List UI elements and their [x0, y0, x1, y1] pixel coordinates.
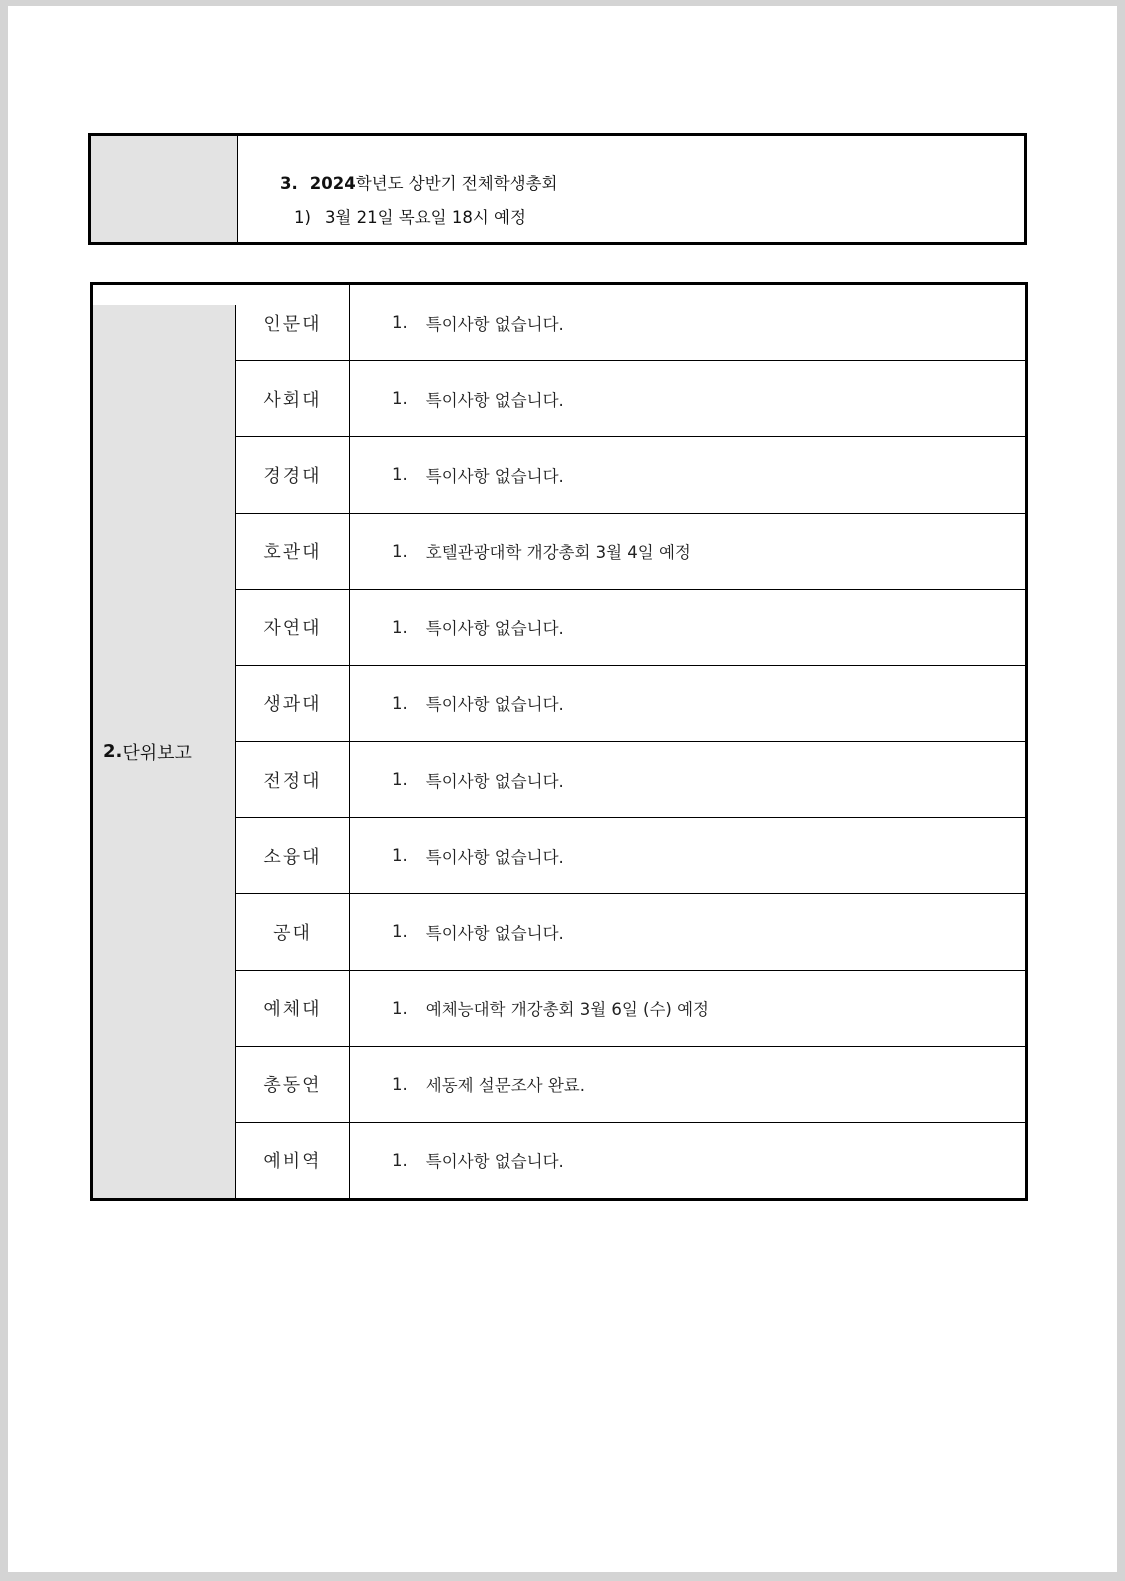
unit-name-cell: 사회대: [236, 361, 350, 436]
table-row: [236, 1047, 1025, 1123]
unit-name-cell: 예체대: [236, 971, 350, 1046]
unit-name-cell: 총동연: [236, 1047, 350, 1122]
table-row: [236, 666, 1025, 742]
note-number: 1.: [392, 922, 408, 942]
unit-note-cell: [350, 666, 1025, 741]
unit-note-cell: [350, 818, 1025, 893]
note-number: 1.: [392, 770, 408, 790]
note-text: 특이사항 없습니다.: [425, 771, 564, 791]
agenda-item-number: 3.: [280, 174, 298, 193]
section-number: 2.: [103, 741, 123, 762]
agenda-table: [88, 133, 1027, 245]
unit-note-cell: [350, 437, 1025, 512]
note-text: 특이사항 없습니다.: [425, 1152, 564, 1172]
unit-name-cell: 예비역: [236, 1123, 350, 1198]
unit-note-cell: [350, 361, 1025, 436]
unit-note-cell: [350, 1047, 1025, 1122]
table-row: [236, 514, 1025, 590]
note-number: 1.: [392, 617, 408, 637]
unit-rows: [236, 285, 1025, 1198]
unit-name-cell: 자연대: [236, 590, 350, 665]
unit-note-cell: [350, 742, 1025, 817]
unit-note-cell: [350, 894, 1025, 969]
note-number: 1.: [392, 313, 408, 333]
unit-note-cell: [350, 590, 1025, 665]
note-text: 특이사항 없습니다.: [425, 390, 564, 410]
unit-name-cell: 공대: [236, 894, 350, 969]
document-page: [8, 6, 1117, 1572]
note-text: 특이사항 없습니다.: [425, 466, 564, 486]
note-text: 예체능대학 개강총회 3월 6일 (수) 예정: [425, 1000, 709, 1020]
agenda-item-year: 2024: [309, 174, 356, 193]
note-text: 호텔관광대학 개강총회 3월 4일 예정: [425, 543, 691, 563]
unit-name-cell: 경경대: [236, 437, 350, 512]
table-row: [236, 971, 1025, 1047]
table-row: [236, 1123, 1025, 1198]
agenda-content-cell: [238, 136, 1024, 242]
agenda-subitem: [280, 206, 1024, 230]
note-text: 특이사항 없습니다.: [425, 847, 564, 867]
note-number: 1.: [392, 1150, 408, 1170]
note-number: 1.: [392, 693, 408, 713]
note-text: 특이사항 없습니다.: [425, 314, 564, 334]
unit-name-cell: 호관대: [236, 514, 350, 589]
table-row: [236, 285, 1025, 361]
agenda-label-cell: [91, 136, 238, 242]
note-text: 특이사항 없습니다.: [425, 619, 564, 639]
unit-name-cell: 전정대: [236, 742, 350, 817]
unit-note-cell: [350, 971, 1025, 1046]
table-row: [236, 590, 1025, 666]
note-number: 1.: [392, 1074, 408, 1094]
table-row: [236, 818, 1025, 894]
unit-report-table: [90, 282, 1028, 1201]
agenda-subitem-number: 1): [294, 208, 311, 227]
table-row: [236, 894, 1025, 970]
unit-name-cell: 생과대: [236, 666, 350, 741]
note-text: 특이사항 없습니다.: [425, 695, 564, 715]
agenda-subitem-text: 3월 21일 목요일 18시 예정: [324, 208, 526, 227]
note-number: 1.: [392, 389, 408, 409]
unit-name-cell: 인문대: [236, 285, 350, 360]
table-row: [236, 742, 1025, 818]
unit-note-cell: [350, 285, 1025, 360]
unit-note-cell: [350, 1123, 1025, 1198]
note-text: 특이사항 없습니다.: [425, 923, 564, 943]
unit-note-cell: [350, 514, 1025, 589]
unit-name-cell: 소융대: [236, 818, 350, 893]
note-number: 1.: [392, 846, 408, 866]
note-text: 세동제 설문조사 완료.: [425, 1076, 585, 1096]
agenda-item-title: [280, 172, 1024, 206]
table-row: [236, 437, 1025, 513]
section-label-cell: [93, 305, 236, 1198]
table-row: [236, 361, 1025, 437]
note-number: 1.: [392, 465, 408, 485]
agenda-item-title-text: 학년도 상반기 전체학생총회: [355, 174, 558, 193]
note-number: 1.: [392, 998, 408, 1018]
note-number: 1.: [392, 541, 408, 561]
section-title: 단위보고: [122, 742, 192, 764]
